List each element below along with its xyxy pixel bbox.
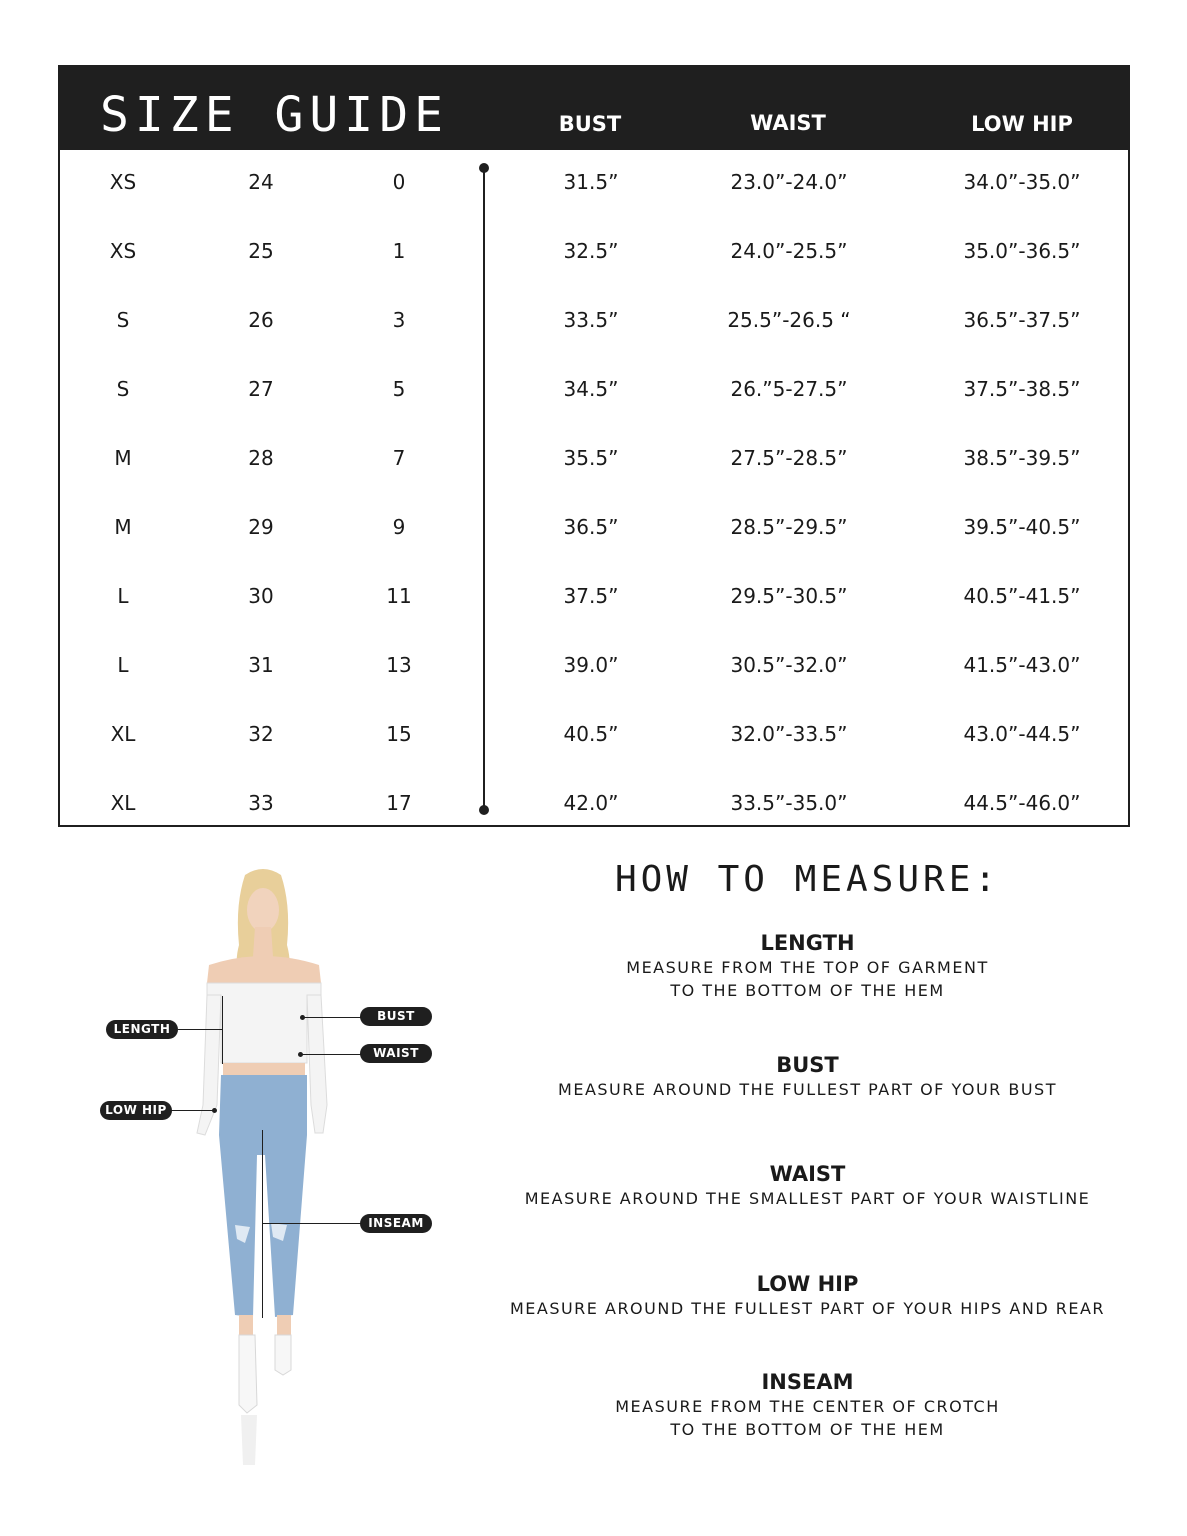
jean-size-cell: 27	[248, 377, 274, 401]
bust-cell: 31.5”	[563, 170, 619, 194]
size-cell: S	[116, 308, 130, 332]
jean-size-cell: 30	[248, 584, 274, 608]
measure-length	[490, 930, 1125, 1002]
header-waist: WAIST	[750, 111, 826, 135]
size-cell: XS	[109, 170, 137, 194]
header-low-hip: LOW HIP	[971, 112, 1073, 136]
size-cell: L	[117, 653, 129, 677]
measure-text: TO THE BOTTOM OF THE HEM	[670, 981, 945, 1000]
low-hip-cell: 37.5”-38.5”	[963, 377, 1081, 401]
measure-text: MEASURE AROUND THE FULLEST PART OF YOUR HIPS AND REAR	[509, 1299, 1106, 1318]
numeric-size-cell: 13	[386, 653, 412, 677]
table-row	[60, 650, 1128, 680]
measure-text: MEASURE AROUND THE SMALLEST PART OF YOUR WAISTLINE	[524, 1189, 1091, 1208]
jean-size-cell: 31	[248, 653, 274, 677]
waist-cell: 27.5”-28.5”	[730, 446, 848, 470]
measure-heading: BUST	[776, 1053, 839, 1077]
low-hip-cell: 44.5”-46.0”	[963, 791, 1081, 815]
numeric-size-cell: 3	[392, 308, 406, 332]
length-leader	[178, 1029, 222, 1030]
size-cell: XL	[110, 791, 136, 815]
table-row	[60, 719, 1128, 749]
measure-heading: LOW HIP	[756, 1272, 859, 1296]
table-row	[60, 236, 1128, 266]
waist-cell: 28.5”-29.5”	[730, 515, 848, 539]
bust-cell: 42.0”	[563, 791, 619, 815]
bust-cell: 36.5”	[563, 515, 619, 539]
header-bust: BUST	[558, 112, 622, 136]
measure-waist	[490, 1161, 1125, 1210]
table-header	[60, 67, 1128, 150]
table-row	[60, 788, 1128, 818]
size-cell: S	[116, 377, 130, 401]
low-hip-cell: 36.5”-37.5”	[963, 308, 1081, 332]
measure-text: MEASURE FROM THE TOP OF GARMENT	[626, 958, 989, 977]
bust-cell: 39.0”	[563, 653, 619, 677]
table-row	[60, 443, 1128, 473]
bust-cell: 32.5”	[563, 239, 619, 263]
waist-leader	[300, 1054, 362, 1055]
waist-point	[298, 1052, 303, 1057]
bust-cell: 35.5”	[563, 446, 619, 470]
bust-cell: 34.5”	[563, 377, 619, 401]
low-hip-point	[212, 1108, 217, 1113]
inseam-label: INSEAM	[360, 1214, 432, 1233]
measure-heading: INSEAM	[761, 1370, 854, 1394]
table-row	[60, 374, 1128, 404]
jean-size-cell: 28	[248, 446, 274, 470]
size-cell: M	[114, 446, 132, 470]
table-row	[60, 305, 1128, 335]
bust-point	[300, 1015, 305, 1020]
measure-text: MEASURE FROM THE CENTER OF CROTCH	[615, 1397, 1000, 1416]
how-to-measure-title: HOW TO MEASURE:	[614, 859, 1001, 900]
bust-cell: 33.5”	[563, 308, 619, 332]
bust-cell: 37.5”	[563, 584, 619, 608]
measure-heading: WAIST	[769, 1162, 846, 1186]
size-guide-table	[58, 65, 1130, 827]
numeric-size-cell: 1	[392, 239, 406, 263]
numeric-size-cell: 0	[392, 170, 406, 194]
size-cell: XS	[109, 239, 137, 263]
numeric-size-cell: 7	[392, 446, 406, 470]
measure-text: MEASURE AROUND THE FULLEST PART OF YOUR BUST	[558, 1080, 1057, 1099]
measure-low-hip	[490, 1271, 1125, 1320]
waist-label: WAIST	[360, 1044, 432, 1063]
size-cell: L	[117, 584, 129, 608]
low-hip-label: LOW HIP	[100, 1101, 172, 1120]
bust-leader	[302, 1017, 362, 1018]
waist-cell: 23.0”-24.0”	[730, 170, 848, 194]
table-row	[60, 581, 1128, 611]
model-figure	[195, 865, 335, 1470]
inseam-leader	[262, 1223, 362, 1224]
numeric-size-cell: 17	[386, 791, 412, 815]
jean-size-cell: 29	[248, 515, 274, 539]
numeric-size-cell: 11	[386, 584, 412, 608]
low-hip-cell: 43.0”-44.5”	[963, 722, 1081, 746]
low-hip-cell: 38.5”-39.5”	[963, 446, 1081, 470]
bust-label: BUST	[360, 1007, 432, 1026]
jean-size-cell: 24	[248, 170, 274, 194]
numeric-size-cell: 15	[386, 722, 412, 746]
waist-cell: 32.0”-33.5”	[730, 722, 848, 746]
low-hip-leader	[170, 1110, 214, 1111]
length-line	[222, 996, 223, 1064]
low-hip-cell: 41.5”-43.0”	[963, 653, 1081, 677]
waist-cell: 25.5”-26.5 “	[727, 308, 851, 332]
size-guide-title: SIZE GUIDE	[100, 87, 449, 143]
jean-size-cell: 32	[248, 722, 274, 746]
numeric-size-cell: 9	[392, 515, 406, 539]
table-row	[60, 512, 1128, 542]
size-cell: XL	[110, 722, 136, 746]
bust-cell: 40.5”	[563, 722, 619, 746]
measure-heading: LENGTH	[760, 931, 855, 955]
waist-cell: 26.”5-27.5”	[730, 377, 848, 401]
inseam-line	[262, 1130, 263, 1318]
table-row	[60, 167, 1128, 197]
low-hip-cell: 40.5”-41.5”	[963, 584, 1081, 608]
waist-cell: 24.0”-25.5”	[730, 239, 848, 263]
jean-size-cell: 25	[248, 239, 274, 263]
jean-size-cell: 26	[248, 308, 274, 332]
waist-cell: 30.5”-32.0”	[730, 653, 848, 677]
waist-cell: 29.5”-30.5”	[730, 584, 848, 608]
model-illustration	[195, 865, 335, 1470]
length-label: LENGTH	[106, 1020, 178, 1039]
low-hip-cell: 35.0”-36.5”	[963, 239, 1081, 263]
size-cell: M	[114, 515, 132, 539]
waist-cell: 33.5”-35.0”	[730, 791, 848, 815]
measure-text: TO THE BOTTOM OF THE HEM	[670, 1420, 945, 1439]
numeric-size-cell: 5	[392, 377, 406, 401]
measure-inseam	[490, 1369, 1125, 1441]
low-hip-cell: 34.0”-35.0”	[963, 170, 1081, 194]
measure-bust	[490, 1052, 1125, 1101]
jean-size-cell: 33	[248, 791, 274, 815]
low-hip-cell: 39.5”-40.5”	[963, 515, 1081, 539]
